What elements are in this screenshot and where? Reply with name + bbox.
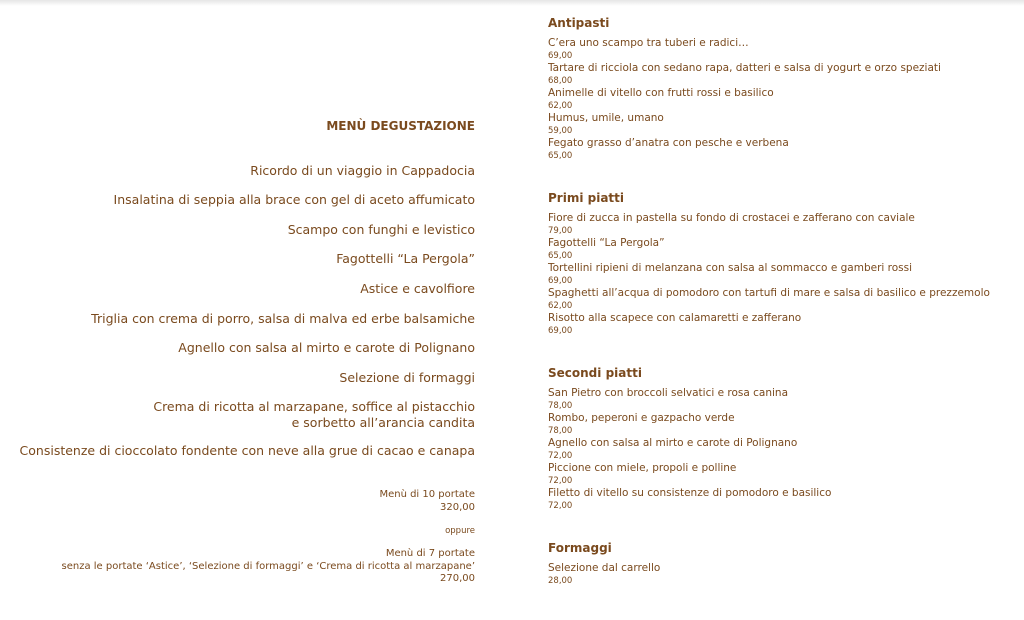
course-line: e sorbetto all’arancia candita <box>291 415 475 430</box>
dish-price: 65,00 <box>548 251 573 261</box>
dish-price: 72,00 <box>548 501 573 511</box>
course-item <box>339 370 475 386</box>
dish-item <box>548 137 941 162</box>
menu-option-label: Menù di 7 portate <box>385 548 475 559</box>
dish-price: 28,00 <box>548 576 573 586</box>
course-line: Fagottelli “La Pergola” <box>336 251 475 266</box>
dish-price: 69,00 <box>548 326 573 336</box>
dish-name: San Pietro con broccoli selvatici e rosa canina <box>548 387 789 399</box>
course-line: Astice e cavolfiore <box>360 281 475 296</box>
section-title: Antipasti <box>548 16 610 30</box>
tasting-menu-title: MENÙ DEGUSTAZIONE <box>326 119 475 133</box>
dish-name: C’era uno scampo tra tuberi e radici… <box>548 37 749 49</box>
section-formaggi <box>548 540 660 587</box>
top-shadow <box>0 0 1024 6</box>
dish-name: Animelle di vitello con frutti rossi e basilico <box>548 87 774 99</box>
dish-name: Agnello con salsa al mirto e carote di Polignano <box>548 437 798 449</box>
dish-name: Tortellini ripieni di melanzana con salsa al sommacco e gamberi rossi <box>548 262 913 274</box>
dish-item <box>548 62 941 87</box>
section-title: Primi piatti <box>548 191 625 205</box>
dish-price: 62,00 <box>548 301 573 311</box>
dish-name: Fagottelli “La Pergola” <box>548 237 665 249</box>
dish-item <box>548 237 990 262</box>
section-primi <box>548 190 990 337</box>
course-line: Agnello con salsa al mirto e carote di Polignano <box>178 340 475 355</box>
dish-item <box>548 87 941 112</box>
course-line: Scampo con funghi e levistico <box>287 222 475 237</box>
section-title: Formaggi <box>548 541 612 555</box>
dish-price: 65,00 <box>548 151 573 161</box>
menu-option-label: Menù di 10 portate <box>379 489 475 500</box>
course-item <box>288 222 475 238</box>
dish-item <box>548 437 831 462</box>
dish-name: Selezione dal carrello <box>548 562 661 574</box>
course-line: Crema di ricotta al marzapane, soffice al pistacchio <box>153 399 475 414</box>
dish-price: 62,00 <box>548 101 573 111</box>
course-item <box>360 281 475 297</box>
course-item <box>20 443 475 459</box>
section-antipasti <box>548 15 941 162</box>
section-title: Secondi piatti <box>548 366 642 380</box>
course-item <box>336 251 475 267</box>
dish-item <box>548 312 990 337</box>
dish-name: Rombo, peperoni e gazpacho verde <box>548 412 735 424</box>
oppure-text: oppure <box>445 526 475 536</box>
course-line: Consistenze di cioccolato fondente con neve alla grue di cacao e canapa <box>19 443 475 458</box>
menu-option-7 <box>62 548 476 586</box>
dish-price: 69,00 <box>548 51 573 61</box>
dish-name: Humus, umile, umano <box>548 112 664 124</box>
course-item <box>178 340 475 356</box>
dish-item <box>548 412 831 437</box>
course-line: Triglia con crema di porro, salsa di malva ed erbe balsamiche <box>91 311 475 326</box>
dish-price: 69,00 <box>548 276 573 286</box>
dish-item <box>548 112 941 137</box>
dish-price: 78,00 <box>548 401 573 411</box>
dish-name: Spaghetti all’acqua di pomodoro con tartufi di mare e salsa di basilico e prezzemolo <box>548 287 990 299</box>
dish-price: 72,00 <box>548 476 573 486</box>
menu-option-price: 320,00 <box>440 501 475 513</box>
course-line: Ricordo di un viaggio in Cappadocia <box>250 163 475 178</box>
menu-option-note: senza le portate ‘Astice’, ‘Selezione di formaggi’ e ‘Crema di ricotta al marzapane’ <box>61 560 475 572</box>
dish-item <box>548 212 990 237</box>
dish-name: Piccione con miele, propoli e polline <box>548 462 737 474</box>
dish-item <box>548 287 990 312</box>
dish-item <box>548 262 990 287</box>
dish-item <box>548 487 831 512</box>
dish-item <box>548 387 831 412</box>
dish-price: 72,00 <box>548 451 573 461</box>
dish-price: 79,00 <box>548 226 573 236</box>
section-secondi <box>548 365 831 512</box>
dish-item <box>548 462 831 487</box>
dish-item <box>548 562 660 587</box>
course-line: Insalatina di seppia alla brace con gel di aceto affumicato <box>113 192 475 207</box>
course-item <box>153 399 475 431</box>
course-line: Selezione di formaggi <box>339 370 475 385</box>
dish-item <box>548 37 941 62</box>
course-item <box>250 163 475 179</box>
menu-option-price: 270,00 <box>440 573 475 584</box>
course-item <box>114 192 475 208</box>
dish-price: 78,00 <box>548 426 573 436</box>
dish-name: Risotto alla scapece con calamaretti e zafferano <box>548 312 802 324</box>
course-item <box>91 311 475 327</box>
dish-name: Tartare di ricciola con sedano rapa, datteri e salsa di yogurt e orzo speziati <box>548 62 941 74</box>
dish-price: 59,00 <box>548 126 573 136</box>
dish-name: Fiore di zucca in pastella su fondo di crostacei e zafferano con caviale <box>548 212 915 224</box>
dish-price: 68,00 <box>548 76 573 86</box>
dish-name: Fegato grasso d’anatra con pesche e verbena <box>548 137 789 149</box>
dish-name: Filetto di vitello su consistenze di pomodoro e basilico <box>548 487 832 499</box>
menu-option-10 <box>379 489 475 514</box>
